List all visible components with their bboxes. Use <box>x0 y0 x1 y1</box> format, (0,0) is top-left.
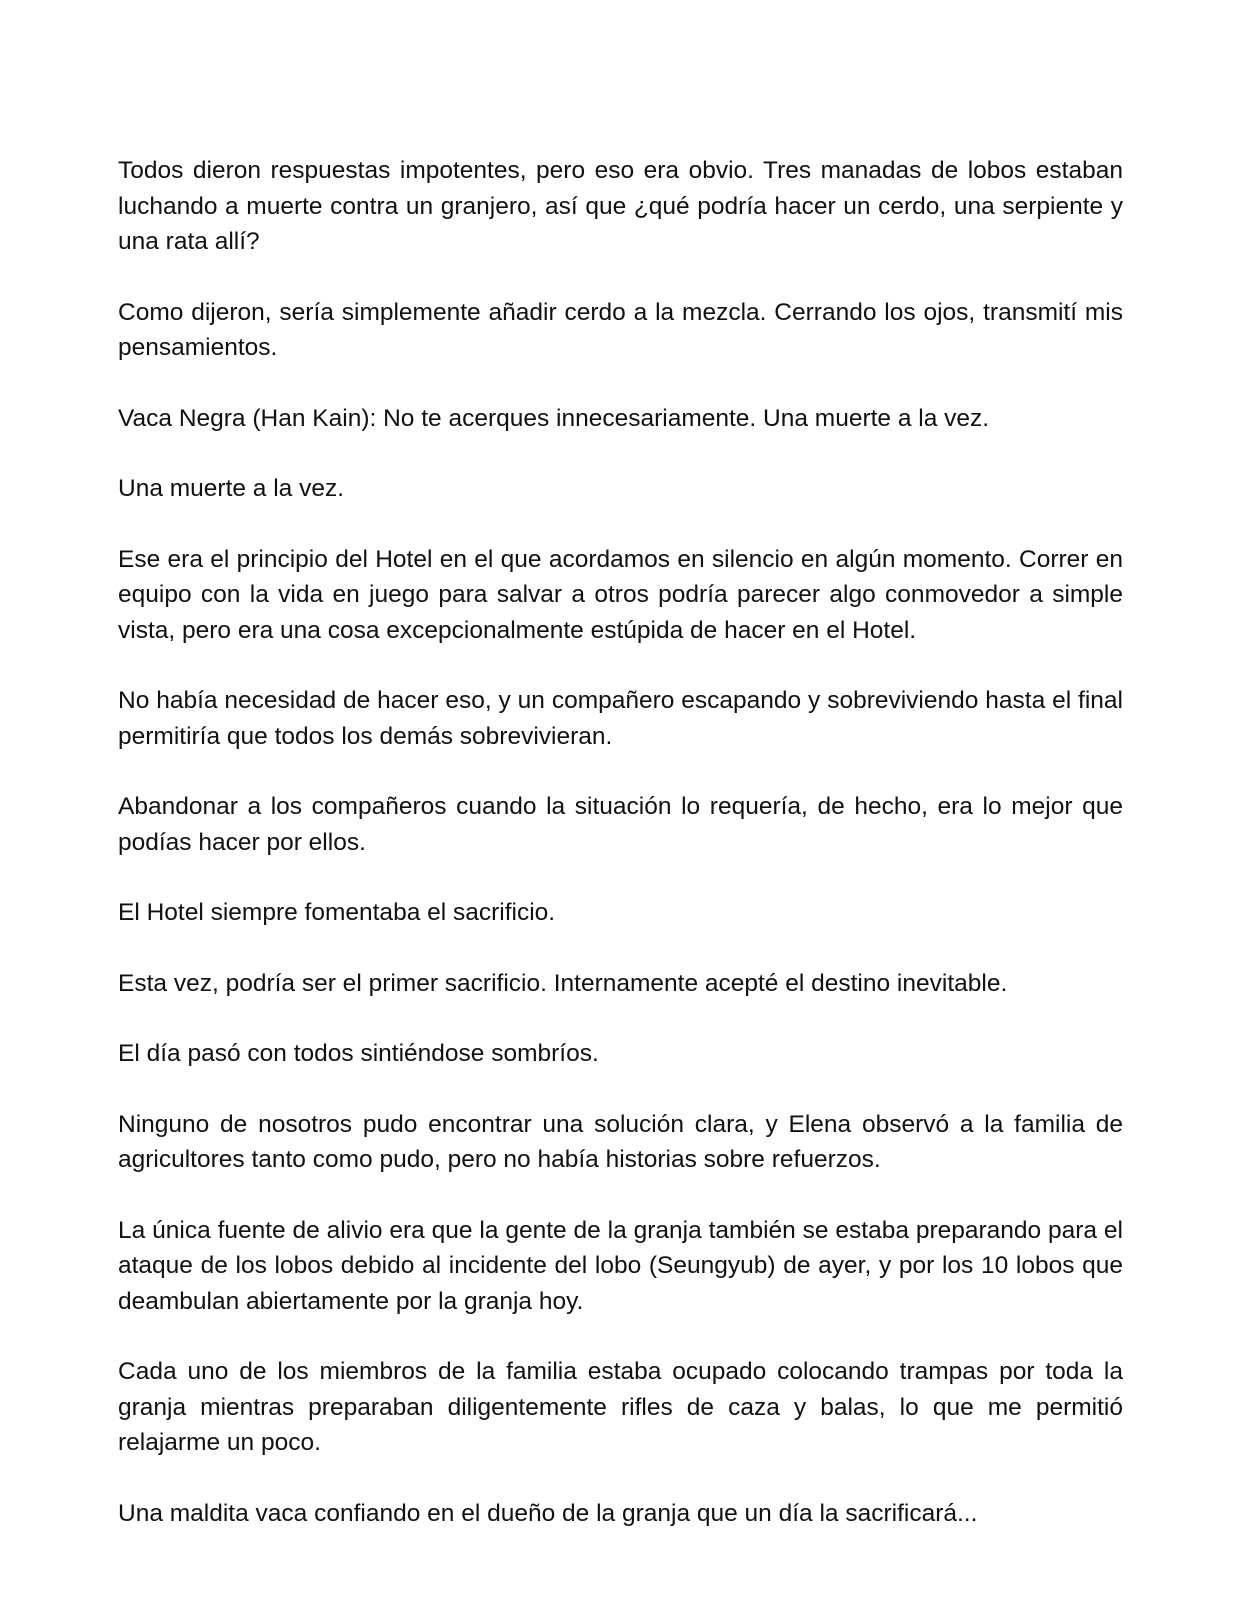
paragraph: Vaca Negra (Han Kain): No te acerques innecesariamente. Una muerte a la vez. <box>118 404 990 432</box>
paragraph: Esta vez, podría ser el primer sacrificio. Internamente acepté el destino inevitable. <box>118 969 1008 997</box>
paragraph: Una maldita vaca confiando en el dueño de la granja que un día la sacrificará... <box>118 1499 978 1527</box>
paragraph: Todos dieron respuestas impotentes, pero eso era obvio. Tres manadas de lobos estaban luchando a muerte contra un granjero, así que ¿qué podría hacer un cerdo, una serpiente y una rata allí? <box>118 157 1123 255</box>
document-body <box>118 153 1123 1566</box>
paragraph: Ese era el principio del Hotel en el que acordamos en silencio en algún momento. Correr en equipo con la vida en juego para salvar a otros podría parecer algo conmovedor a simple vista, pero era una cosa excepcionalmente estúpida de hacer en el Hotel. <box>118 545 1123 644</box>
paragraph: Ninguno de nosotros pudo encontrar una solución clara, y Elena observó a la familia de agricultores tanto como pudo, pero no había historias sobre refuerzos. <box>118 1110 1123 1173</box>
paragraph: Como dijeron, sería simplemente añadir cerdo a la mezcla. Cerrando los ojos, transmití mis pensamientos. <box>118 298 1123 361</box>
paragraph: El Hotel siempre fomentaba el sacrificio. <box>118 899 556 926</box>
paragraph: El día pasó con todos sintiéndose sombríos. <box>118 1040 599 1067</box>
paragraph: La única fuente de alivio era que la gente de la granja también se estaba preparando para el ataque de los lobos debido al incidente del lobo (Seungyub) de ayer, y por los 10 lobos que deambulan abiertamente por la granja hoy. <box>118 1216 1123 1315</box>
paragraph: Abandonar a los compañeros cuando la situación lo requería, de hecho, era lo mejor que podías hacer por ellos. <box>118 793 1123 856</box>
paragraph: No había necesidad de hacer eso, y un compañero escapando y sobreviviendo hasta el final permitiría que todos los demás sobrevivieran. <box>118 687 1123 750</box>
paragraph: Una muerte a la vez. <box>118 475 345 502</box>
paragraph: Cada uno de los miembros de la familia estaba ocupado colocando trampas por toda la granja mientras preparaban diligentemente rifles de caza y balas, lo que me permitió relajarme un poco. <box>118 1358 1123 1456</box>
